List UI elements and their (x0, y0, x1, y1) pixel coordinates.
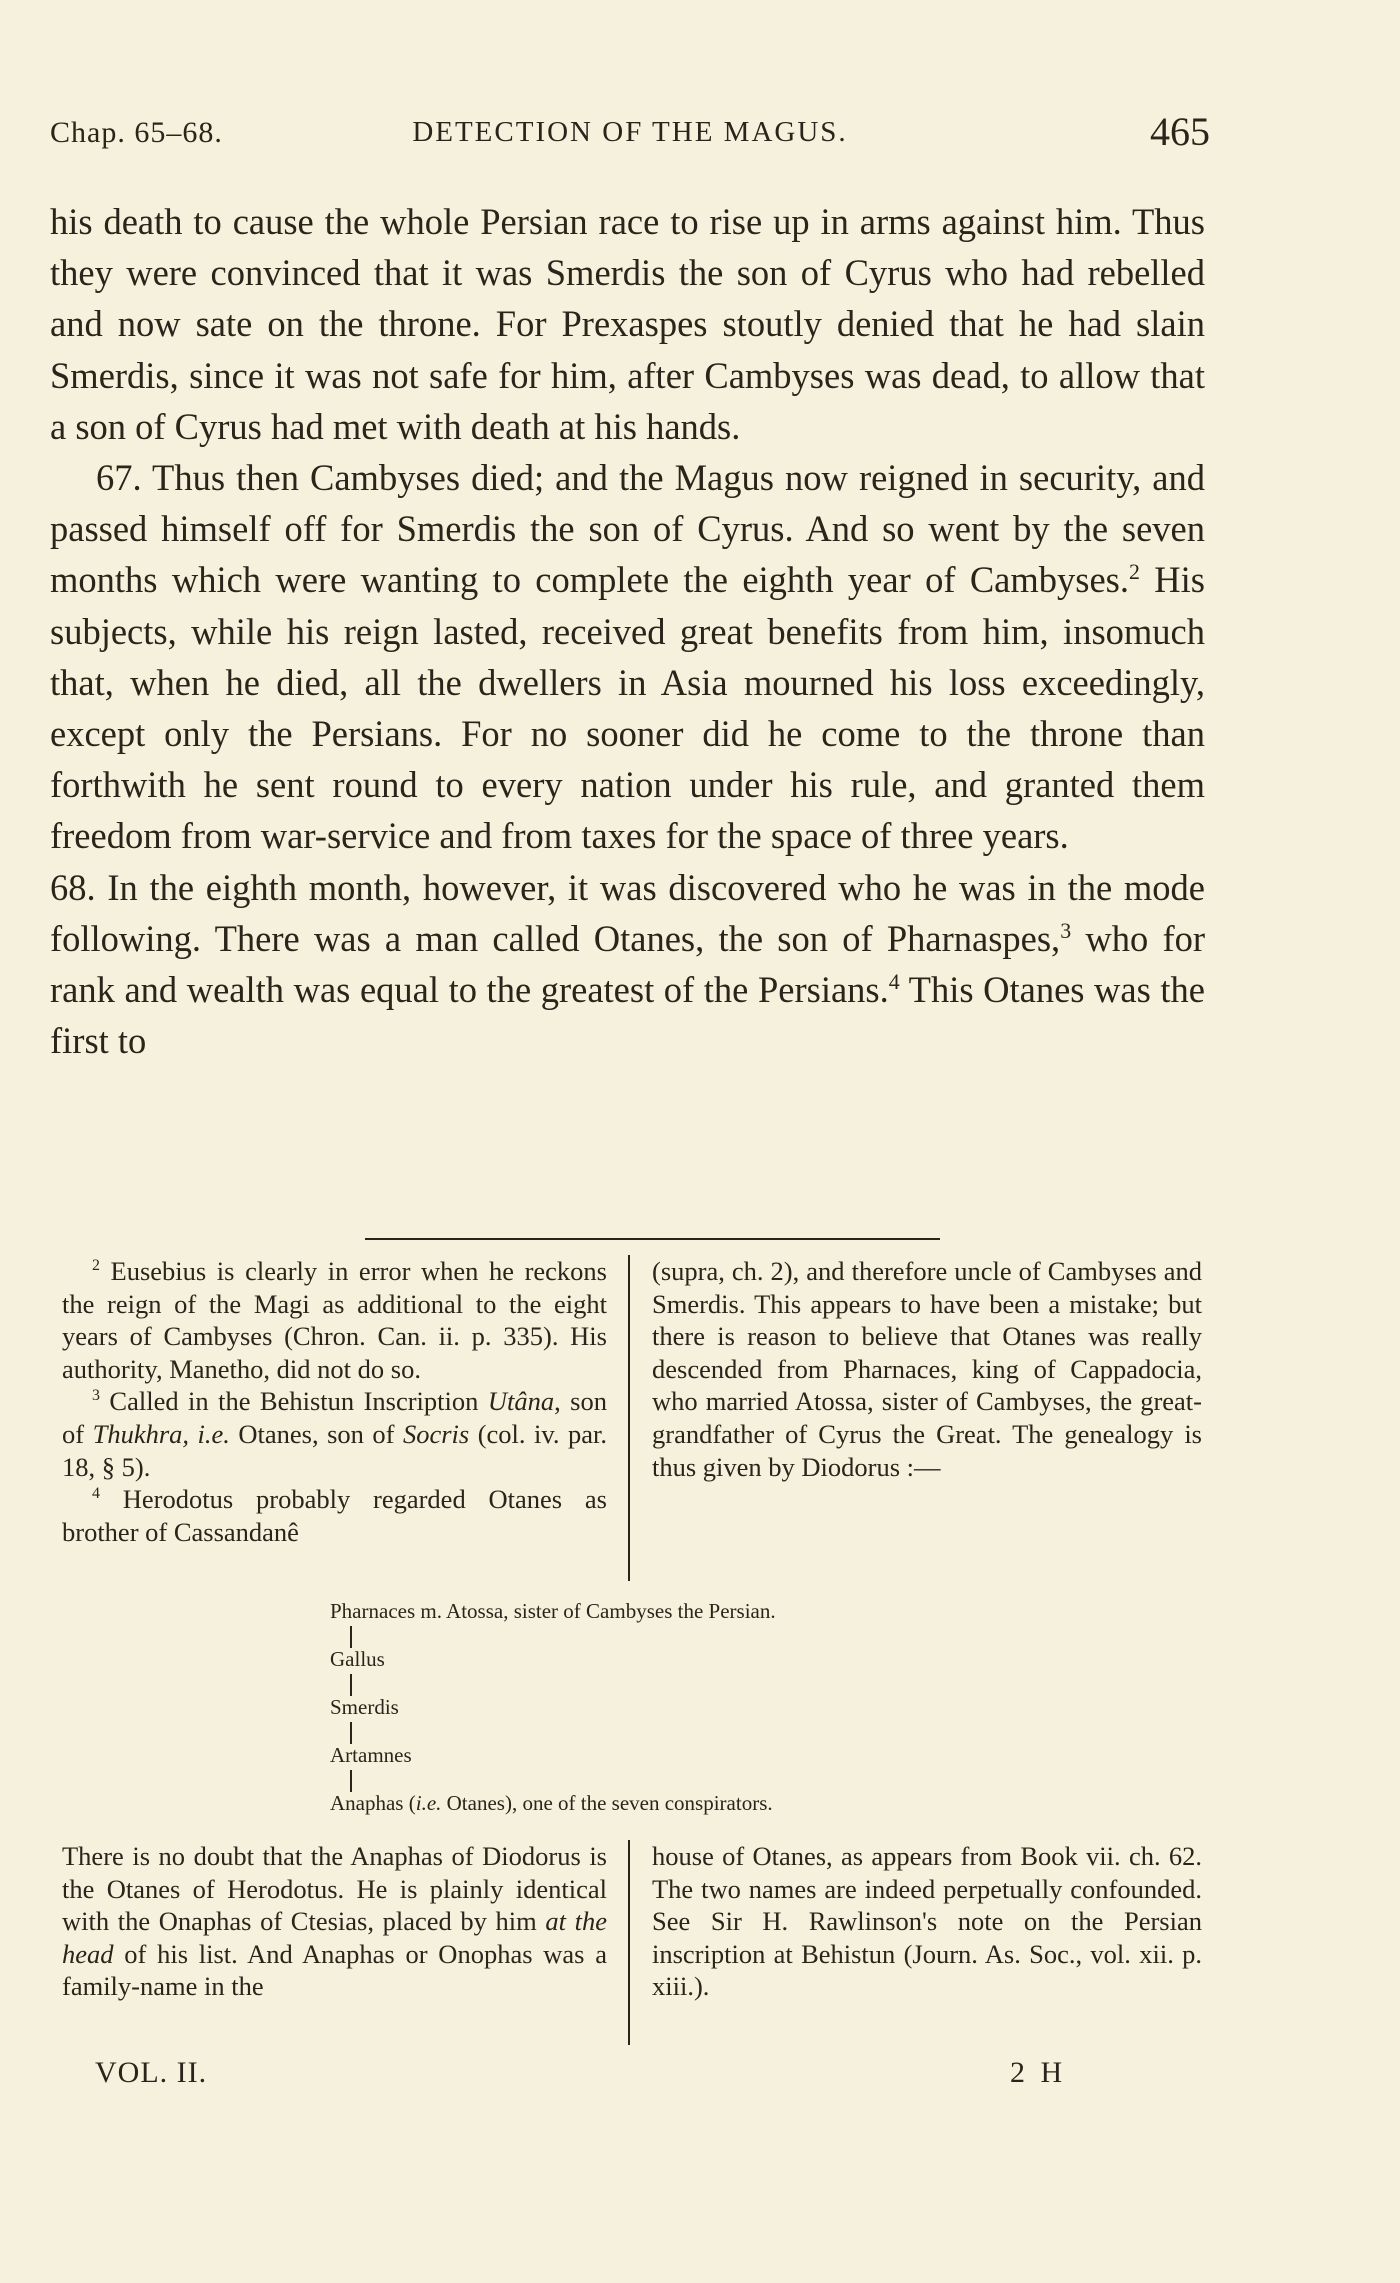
genealogy-connector (350, 1626, 352, 1648)
chapter-reference: Chap. 65–68. (50, 116, 223, 149)
genealogy-anaphas-text: Anaphas ( (330, 1791, 416, 1815)
genealogy-anaphas-text-b: Otanes), one of the seven conspirators. (441, 1791, 773, 1815)
continuation-left-column (62, 1840, 607, 2003)
genealogy-line-smerdis: Smerdis (330, 1695, 399, 1719)
continuation-right-text: house of Otanes, as appears from Book vii. ch. 62. The two names are indeed perpetually confounded. See Sir H. Rawlinson's note on the Persian inscription at Behistun (Journ. As. Soc., vol. xii. p. xiii.). (652, 1841, 1202, 2002)
footnote-ref-3: 3 (1060, 917, 1072, 943)
footnote-3-text-b: , son of (62, 1386, 607, 1449)
genealogy-line-pharnaces: Pharnaces m. Atossa, sister of Cambyses the Persian. (330, 1599, 776, 1623)
footnote-3-mark: 3 (92, 1387, 100, 1405)
paragraph-68-text-cont: who for rank and wealth was equal to the greatest of the Persians. (50, 917, 1206, 1011)
continuation-right-column (652, 1840, 1202, 2003)
footnote-2-text: Eusebius is clearly in error when he reckons the reign of the Magi as additional to the eight years of Cambyses (Chron. Can. ii. p. 335). His authority, Manetho, did not do so. (62, 1256, 607, 1384)
paragraph-67-text: 67. Thus then Cambyses died; and the Magus now reigned in security, and passed himself off for Smerdis the son of Cyrus. And so went by the seven months which were wanting to complete the eighth year of Cambyses. (50, 457, 1205, 601)
footnote-2-mark: 2 (92, 1257, 100, 1275)
footnote-ref-2: 2 (1129, 559, 1140, 585)
footnote-3-text-d: (col. iv. par. 18, § 5). (62, 1418, 608, 1482)
continuation-left-text (62, 1840, 607, 2003)
main-text (50, 196, 1205, 1066)
running-header (50, 108, 1210, 158)
paragraph-68 (50, 862, 1205, 1067)
genealogy-line-artamnes: Artamnes (330, 1743, 412, 1767)
footnote-3-socris: Socris (402, 1418, 470, 1449)
continuation-left-b: of his list. And Anaphas or Onophas was a family-name in the (62, 1938, 607, 2002)
paragraph-67 (50, 452, 1205, 862)
genealogy-connector (350, 1674, 352, 1696)
volume-label: VOL. II. (95, 2056, 208, 2089)
column-divider (628, 1255, 630, 1581)
footnote-2 (62, 1255, 607, 1385)
continuation-left-a: There is no doubt that the Anaphas of Diodorus is the Otanes of Herodotus. He is plainly identical with the Onaphas of Ctesias, placed by him (62, 1841, 607, 1937)
footnote-3-text-c: Otanes, son of (229, 1418, 403, 1449)
genealogy-line-anaphas (330, 1790, 773, 1816)
footnote-4 (62, 1483, 607, 1548)
footnote-3-utana: Utâna (487, 1386, 555, 1417)
signature-mark: 2 H (1010, 2056, 1067, 2089)
page-number: 465 (1150, 109, 1210, 154)
paragraph-68-text: 68. In the eighth month, however, it was discovered who he was in the mode following. There was a man called Otanes, the son of Pharnaspes, (50, 866, 1205, 959)
footnote-3-thukhra: Thukhra, i.e. (92, 1418, 230, 1449)
footnotes-right-column (652, 1255, 1202, 1483)
column-divider (628, 1840, 630, 2045)
footnote-4-text: Herodotus probably regarded Otanes as brother of Cassandanê (62, 1484, 607, 1547)
footnotes (62, 1255, 1207, 1583)
continuation-at-the-head: at the head (62, 1906, 607, 1969)
paragraph-continuation: his death to cause the whole Persian race to rise up in arms against him. Thus they were convinced that it was Smerdis the son of Cyrus who had rebelled and now sate on the throne. For Prexaspes stoutly denied that he had slain Smerdis, since it was not safe for him, after Cambyses was dead, to allow that a son of Cyrus had met with death at his hands. (50, 201, 1205, 447)
footnotes-left-column (62, 1255, 607, 1548)
footnote-3-text: Called in the Behistun Inscription (99, 1386, 488, 1417)
genealogy-connector (350, 1770, 352, 1792)
footnote-4-continuation: (supra, ch. 2), and therefore uncle of Cambyses and Smerdis. This appears to have been a mistake; but there is reason to believe that Otanes was really descended from Pharnaces, king of Cappadocia, who married Atossa, sister of Cambyses, the great-grandfather of Cyrus the Great. The genealogy is thus given by Diodorus :— (652, 1256, 1202, 1482)
genealogy-ie: i.e. (415, 1791, 442, 1815)
footnote-ref-4: 4 (888, 968, 900, 994)
genealogy-connector (350, 1722, 352, 1744)
running-title: DETECTION OF THE MAGUS. (412, 116, 848, 148)
footnote-3 (62, 1385, 607, 1483)
footnote-rule (365, 1238, 940, 1240)
genealogy-line-gallus: Gallus (330, 1647, 385, 1671)
footnote-continuation (62, 1840, 1207, 2045)
paragraph-68-text-end: This Otanes was the first to (50, 969, 1206, 1062)
footnote-4-mark: 4 (92, 1485, 100, 1503)
paragraph-67-text-cont: His subjects, while his reign lasted, received great benefits from him, insomuch that, when he died, all the dwellers in Asia mourned his loss exceedingly, except only the Persians. For no sooner did he come to the throne than forthwith he sent round to every nation under his rule, and granted them freedom from war-service and from taxes for the space of three years. (50, 559, 1205, 857)
